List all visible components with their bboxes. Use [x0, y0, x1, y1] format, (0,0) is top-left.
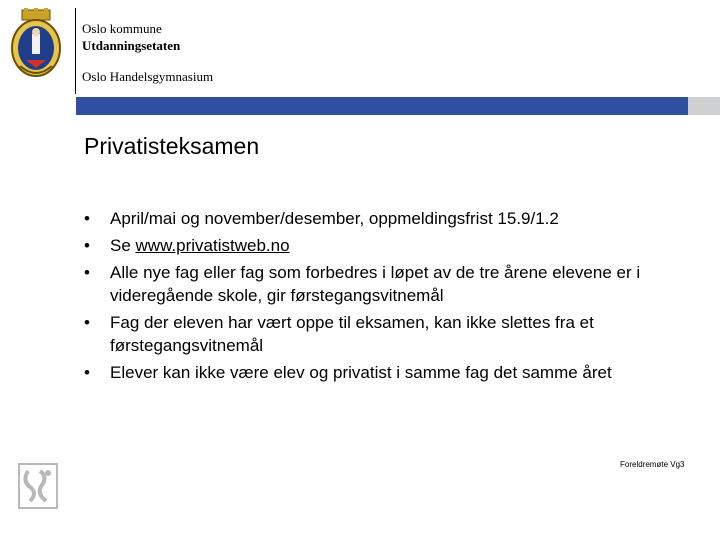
bullet-dot: •	[84, 236, 90, 255]
slide-title: Privatisteksamen	[84, 133, 260, 159]
oslo-kommune-logo-icon	[18, 463, 58, 509]
bullet-list	[84, 207, 704, 388]
bullet-item	[84, 207, 704, 230]
bullet-dot: •	[84, 263, 90, 282]
department-name: Utdanningsetaten	[82, 38, 181, 53]
privatistweb-link[interactable]: www.privatistweb.no	[135, 236, 290, 255]
bullet-dot: •	[84, 313, 90, 332]
footer-label: Foreldremøte Vg3	[620, 460, 685, 469]
header-divider	[75, 8, 76, 94]
bullet-dot: •	[84, 209, 90, 228]
bullet-dot: •	[84, 363, 90, 382]
bullet-text: April/mai og november/desember, oppmeldingsfrist 15.9/1.2	[110, 209, 559, 228]
bullet-item	[84, 361, 704, 384]
school-name: Oslo Handelsgymnasium	[82, 69, 214, 84]
header-band	[76, 97, 688, 115]
bullet-text: Fag der eleven har vært oppe til eksamen, kan ikke slettes fra et førstegangsvitnemål	[110, 313, 594, 355]
oslo-coat-of-arms-icon	[8, 8, 64, 80]
bullet-text: Elever kan ikke være elev og privatist i samme fag det samme året	[110, 363, 612, 382]
bullet-item	[84, 311, 704, 357]
org-name: Oslo kommune	[82, 21, 162, 36]
bullet-text: Alle nye fag eller fag som forbedres i løpet av de tre årene elevene er i videregående skole, gir førstegangsvitnemål	[110, 263, 641, 305]
header-band-end	[688, 97, 720, 115]
bullet-item	[84, 261, 704, 307]
bullet-item	[84, 234, 704, 257]
bullet-prefix: Se	[110, 236, 136, 255]
